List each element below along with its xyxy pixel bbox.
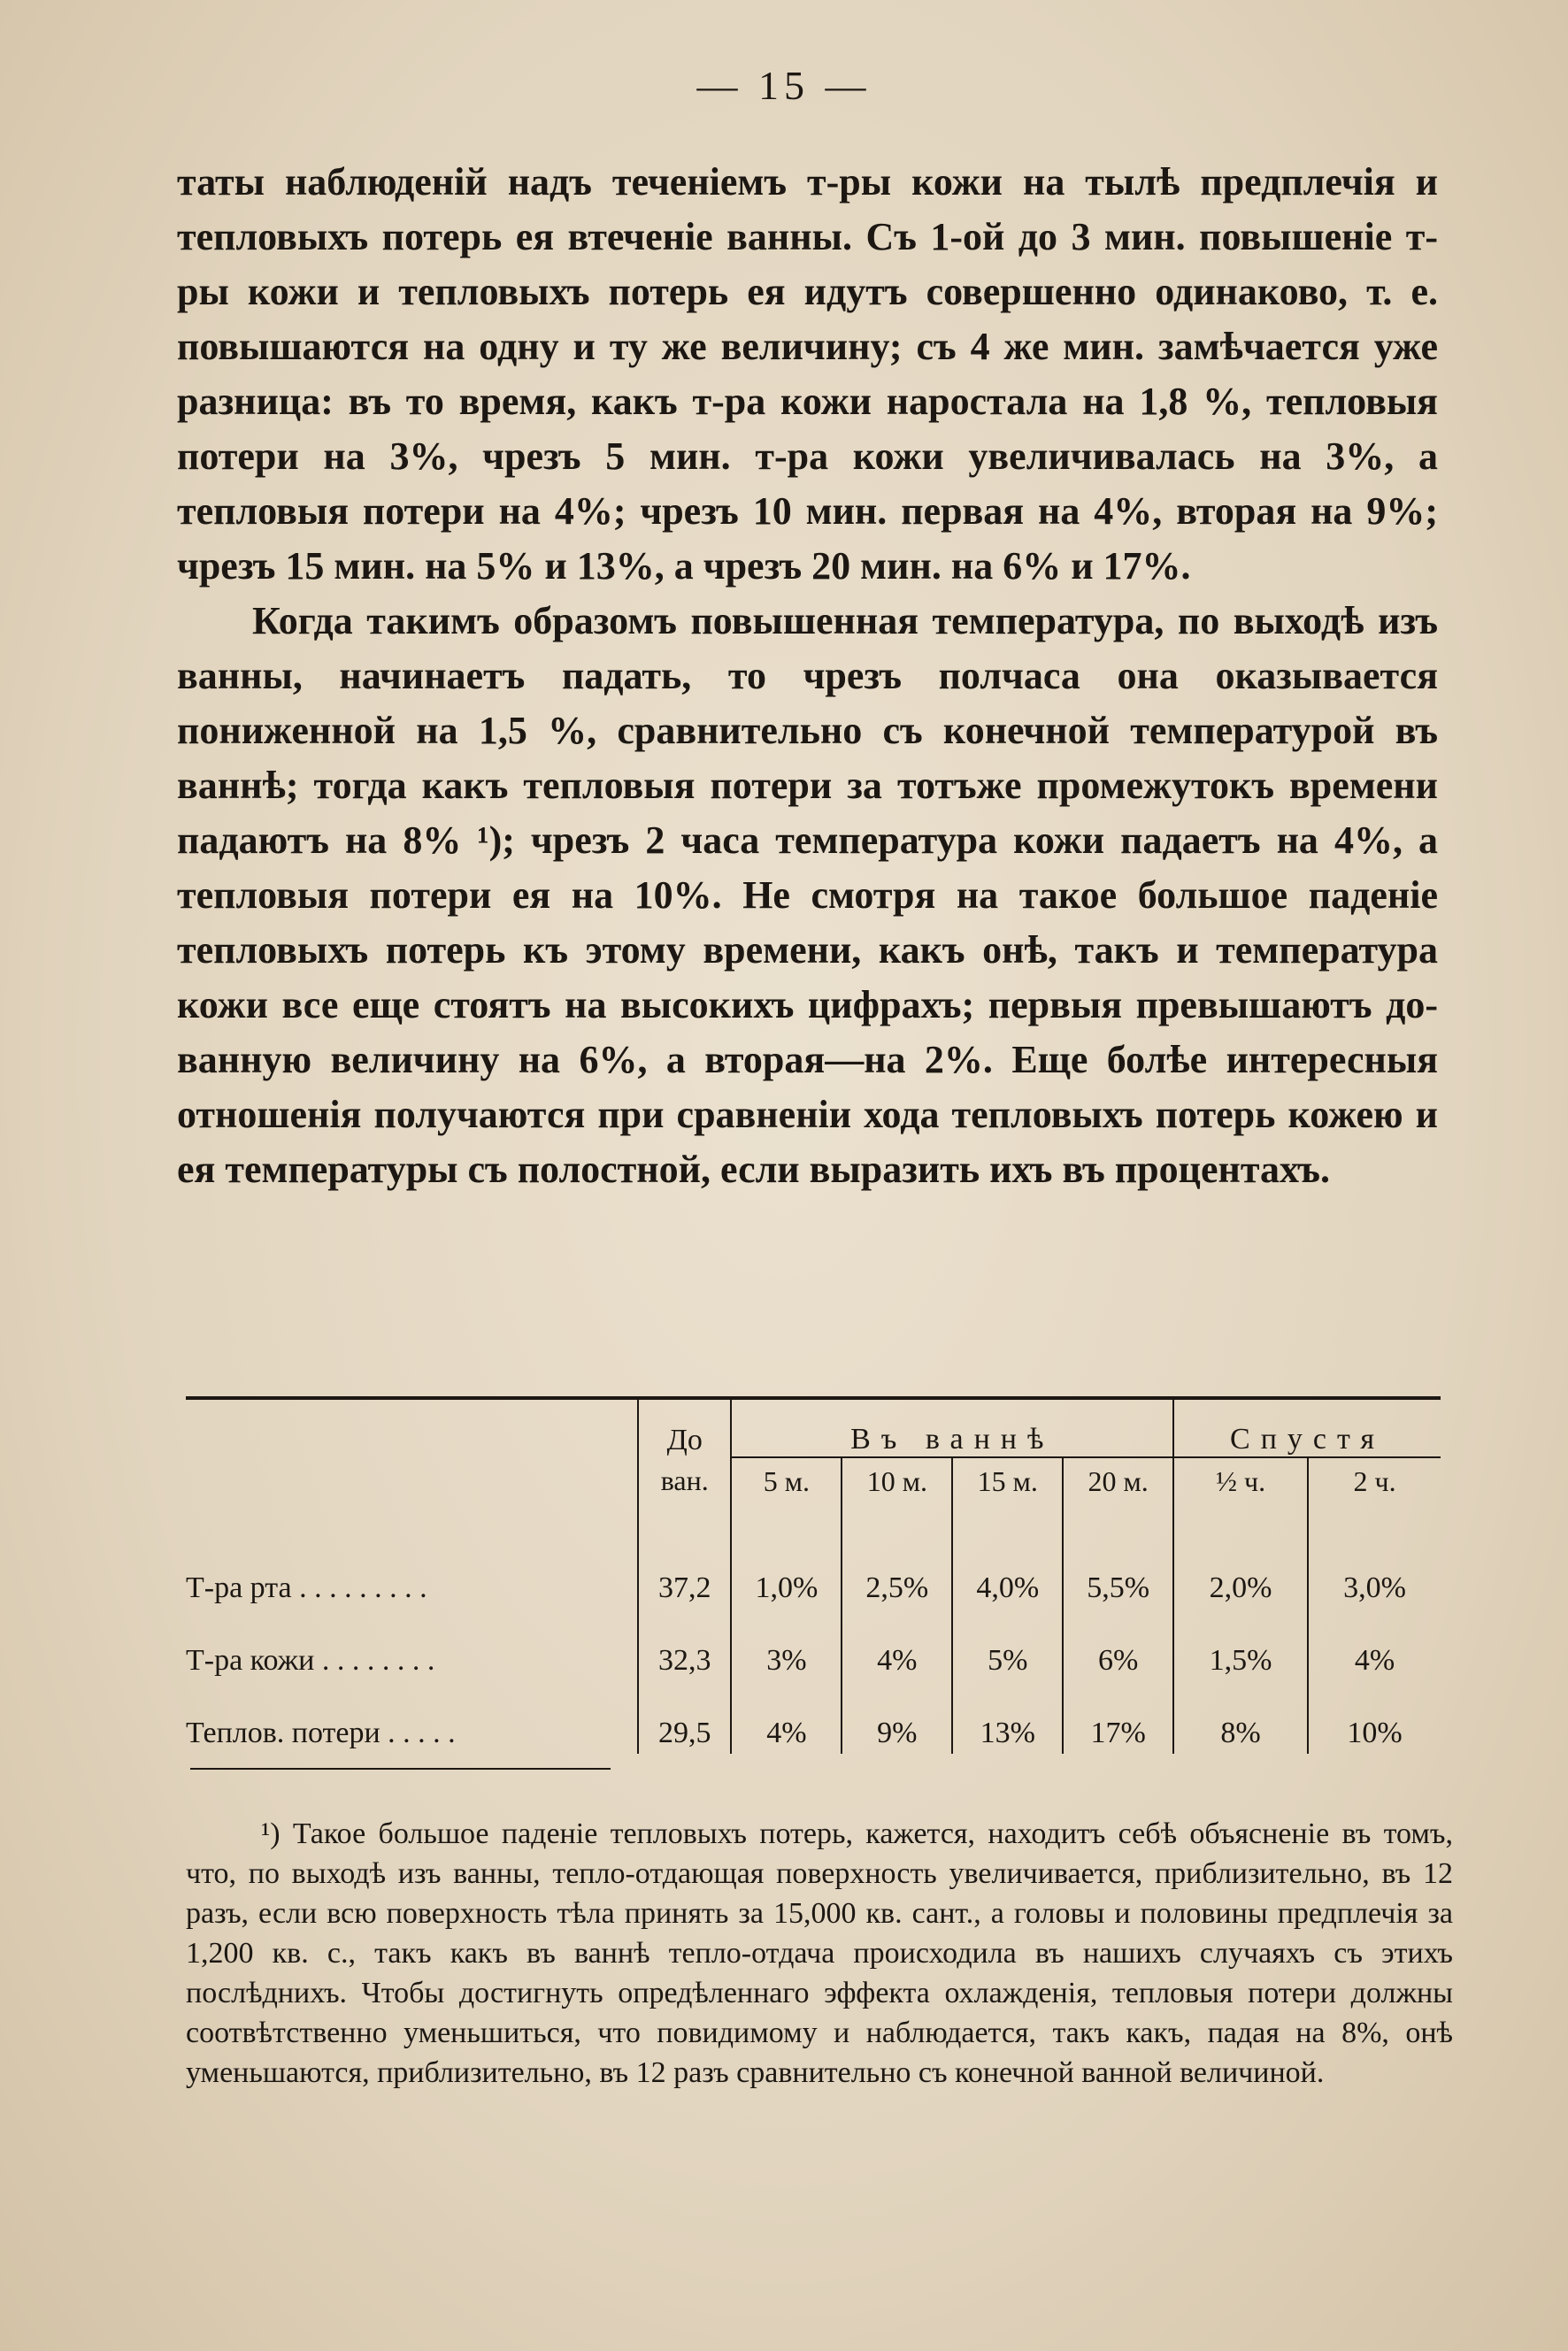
cell-2h: 10% (1308, 1681, 1441, 1754)
cell-15min: 4,0% (952, 1536, 1063, 1609)
footnote-text: ¹) Такое большое паденiе тепловыхъ потерь, кажется, находитъ себѣ объясненiе въ томъ, что, по выходѣ изъ ванны, тепло-отдающая поверхность увеличивается, приблизительно, въ 12 разъ, если всю поверхность тѣла принять за 15,000 кв. сант., а головы и половины предплечiя за 1,200 кв. с., такъ какъ въ ваннѣ тепло-отдача происходила въ нашихъ случаяхъ съ этихъ послѣднихъ. Чтобы достигнуть опредѣленнаго эффекта охлажденiя, тепловыя потери должны соотвѣтственно уменьшиться, что повидимому и наблюдается, такъ какъ, падая на 8%, онѣ уменьшаются, приблизительно, въ 12 разъ сравнительно съ конечной ванной величиной. (186, 1817, 1453, 2089)
cell-2h: 3,0% (1308, 1536, 1441, 1609)
cell-20min: 6% (1063, 1609, 1173, 1681)
cell-2h: 4% (1308, 1609, 1441, 1681)
cell-half-hour: 2,0% (1173, 1536, 1308, 1609)
cell-half-hour: 1,5% (1173, 1609, 1308, 1681)
footnote-separator (190, 1768, 611, 1770)
paragraph-2: Когда такимъ образомъ повышенная температура, по выходѣ изъ ванны, начинаетъ падать, то чрезъ полчаса она оказывается пониженной на 1,5 %, сравнительно съ конечной температурой въ ваннѣ; тогда какъ тепловыя потери за тотъже промежутокъ времени падаютъ на 8% ¹); чрезъ 2 часа температура кожи падаетъ на 4%, а тепловыя потери ея на 10%. Не смотря на такое большое паденiе тепловыхъ потерь къ этому времени, какъ онѣ, такъ и температура кожи все еще стоятъ на высокихъ цифрахъ; первыя превышаютъ до-ванную величину на 6%, а вторая—на 2%. Еще болѣе интересныя отношенiя получаются при сравненiи хода тепловыхъ потерь кожею и ея температуры съ полостной, если выразить ихъ въ процентахъ. (177, 599, 1438, 1191)
body-text (177, 155, 1438, 1197)
label-header (186, 1400, 638, 1504)
row-label: Т-ра рта . . . . . . . . . (186, 1571, 427, 1604)
cell-10min: 9% (842, 1681, 952, 1754)
table-row (186, 1609, 1441, 1681)
page-number: — 15 — (696, 63, 872, 108)
cell-15min: 5% (952, 1609, 1063, 1681)
cell-base: 32,3 (638, 1609, 731, 1681)
subheader-5min: 5 м. (731, 1457, 842, 1504)
group-header-bath: Въ ваннѣ (731, 1400, 1173, 1457)
group-header-after: Спустя (1173, 1400, 1441, 1457)
cell-half-hour: 8% (1173, 1681, 1308, 1754)
cell-20min: 5,5% (1063, 1536, 1173, 1609)
subheader-2h: 2 ч. (1308, 1457, 1441, 1504)
cell-10min: 2,5% (842, 1536, 952, 1609)
cell-10min: 4% (842, 1609, 952, 1681)
subheader-10min: 10 м. (842, 1457, 952, 1504)
header-do: До (638, 1400, 731, 1457)
subheader-half-hour: ½ ч. (1173, 1457, 1308, 1504)
paragraph-1: таты наблюденiй надъ теченiемъ т-ры кожи на тылѣ предплечiя и тепловыхъ потерь ея втеченiе ванны. Съ 1-ой до 3 мин. повышенiе т-ры кожи и тепловыхъ потерь ея идутъ совершенно одинаково, т. е. повышаются на одну и ту же величину; съ 4 же мин. замѣчается уже разница: въ то время, какъ т-ра кожи наростала на 1,8 %, тепловыя потери на 3%, чрезъ 5 мин. т-ра кожи увеличивалась на 3%, а тепловыя потери на 4%; чрезъ 10 мин. первая на 4%, вторая на 9%; чрезъ 15 мин. на 5% и 13%, а чрезъ 20 мин. на 6% и 17%. (177, 160, 1438, 588)
cell-15min: 13% (952, 1681, 1063, 1754)
table-row (186, 1681, 1441, 1754)
table-row (186, 1536, 1441, 1609)
footnote (186, 1814, 1453, 2093)
header-van: ван. (638, 1457, 731, 1504)
cell-5min: 1,0% (731, 1536, 842, 1609)
cell-base: 37,2 (638, 1536, 731, 1609)
row-label: Т-ра кожи . . . . . . . . (186, 1644, 435, 1677)
row-label: Теплов. потери . . . . . (186, 1717, 456, 1749)
cell-5min: 3% (731, 1609, 842, 1681)
data-table (186, 1396, 1441, 1754)
cell-20min: 17% (1063, 1681, 1173, 1754)
subheader-15min: 15 м. (952, 1457, 1063, 1504)
subheader-20min: 20 м. (1063, 1457, 1173, 1504)
cell-5min: 4% (731, 1681, 842, 1754)
cell-base: 29,5 (638, 1681, 731, 1754)
